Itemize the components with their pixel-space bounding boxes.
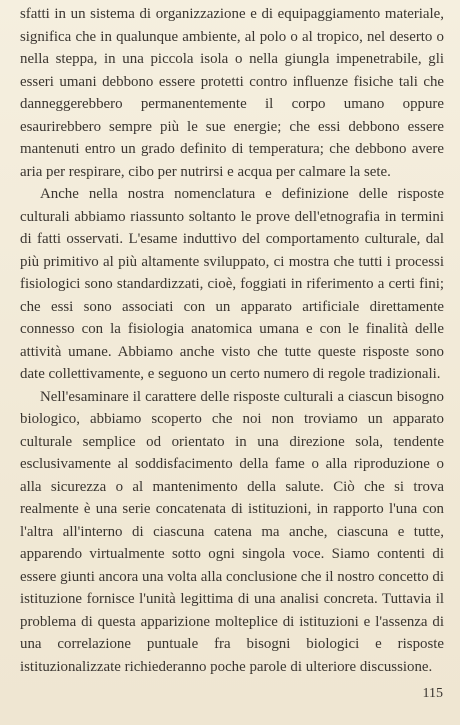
paragraph-2: Anche nella nostra nomenclatura e definizione delle risposte culturali abbiamo riassunto soltanto le prove dell'etnografia in termini di fatti osservati. L'esame induttivo del comportamento culturale, dal più primitivo al più altamente sviluppato, ci mostra che tutti i processi fisiologici sono standardizzati, cioè, foggiati in riferimento a certi fini; che essi sono associati con un apparato artificiale direttamente connesso con la fisiologia anatomica umana e con le finalità delle attività umane. Abbiamo anche visto che tutte queste risposte sono date collettivamente, e seguono un certo numero di regole tradizionali.: [20, 186, 444, 382]
paragraph-3: Nell'esaminare il carattere delle risposte culturali a ciascun bisogno biologico, abbiamo scoperto che noi non troviamo un apparato culturale semplice od orientato in una direzione sola, tendente esclusivamente al soddisfacimento della fame o alla riproduzione o alla sicurezza o al mantenimento della salute. Ciò che si trova realmente è una serie concatenata di istituzioni, in rapporto l'una con l'altra all'interno di ciascuna catena ma anche, ciascuna e tutte, apparendo virtualmente sotto ogni singola voce. Siamo contenti di essere giunti ancora una volta alla conclusione che il nostro concetto di istituzione fornisce l'unità legittima di una analisi concreta. Tuttavia il problema di questa apparizione molteplice di istituzioni e l'assenza di una correlazione puntuale fra bisogni biologici e risposte istituzionalizzate richiederanno poche parole di ulteriore discussione.: [20, 388, 444, 675]
page-number: 115: [422, 686, 443, 701]
body-text: [20, 3, 444, 678]
paragraph-1: sfatti in un sistema di organizzazione e di equipaggiamento materiale, significa che in qualunque ambiente, al polo o al tropico, nel deserto o nella steppa, in una piccola isola o nella giungla impenetrabile, gli esseri umani debbono essere protetti contro influenze fisiche tali che danneggerebbero permanentemente il corpo umano oppure esaurirebbero sempre più le sue energie; che essi debbono essere mantenuti entro un grado definito di temperatura; che debbono avere aria per respirare, cibo per nutrirsi e acqua per calmare la sete.: [20, 6, 444, 180]
